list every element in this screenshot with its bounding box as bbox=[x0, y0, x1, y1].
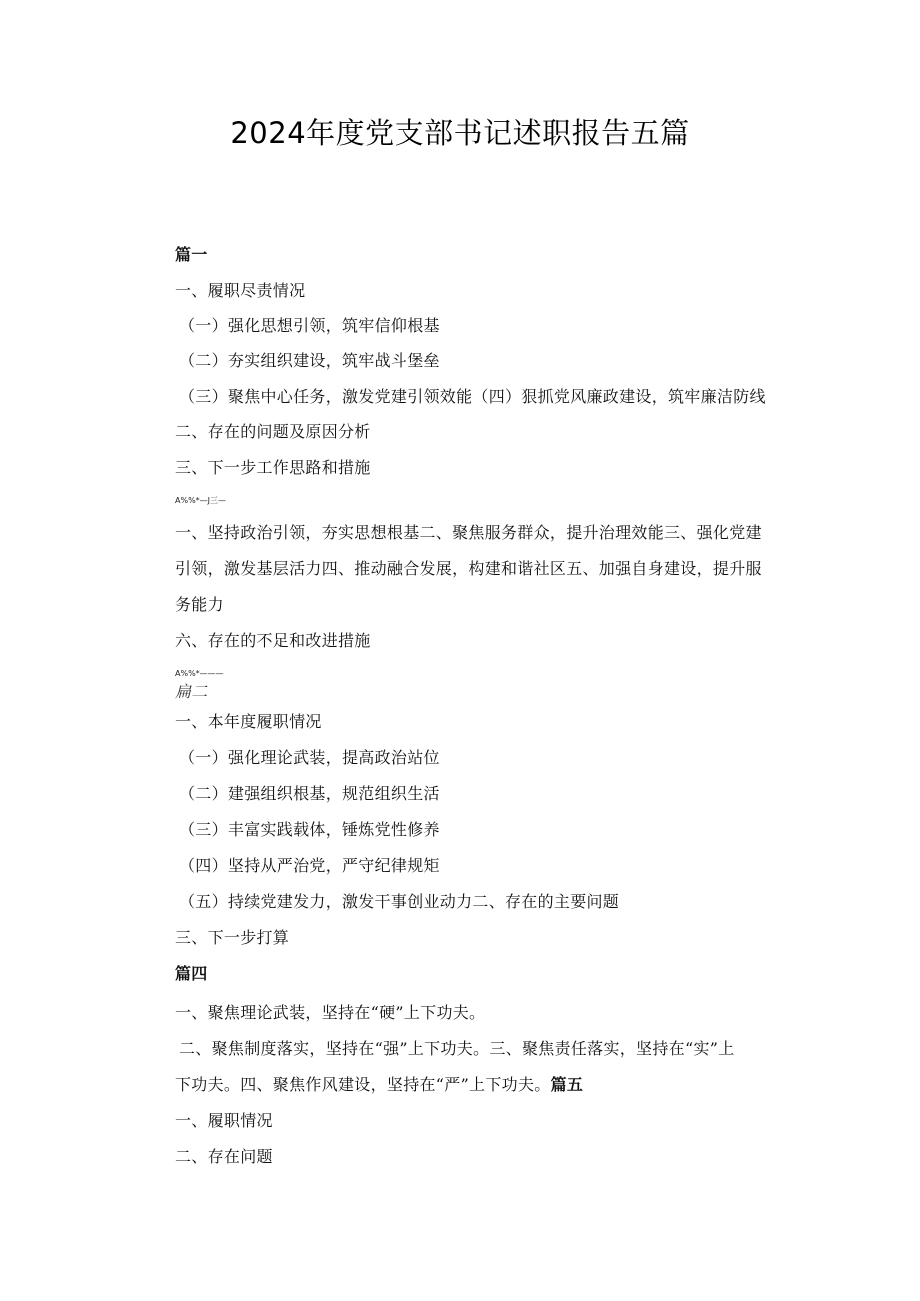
subheading-1: （一）强化理论武装，提高政治站位 bbox=[179, 748, 440, 767]
garbled-heading-part-3: A%%*——— bbox=[175, 669, 224, 678]
section-heading-part-5: 篇五 bbox=[550, 1075, 584, 1094]
subheading-5: （五）持续党建发力，激发干事创业动力二、存在的主要问题 bbox=[179, 892, 620, 911]
paragraph-line: 二、聚焦制度落实，坚持在“强”上下功夫。三、聚焦责任落实，坚持在“实”上 bbox=[179, 1039, 735, 1058]
section-heading-part-1: 篇一 bbox=[175, 245, 208, 264]
subheading-2: （二）建强组织根基，规范组织生活 bbox=[179, 784, 440, 803]
subheading-1: （一）强化思想引领，筑牢信仰根基 bbox=[179, 316, 440, 335]
document-title: 2024年度党支部书记述职报告五篇 bbox=[230, 116, 690, 150]
heading-problems: 二、存在问题 bbox=[175, 1147, 273, 1166]
section-heading-part-2-variant: 扁二 bbox=[175, 682, 208, 701]
paragraph-text: 下功夫。四、聚焦作风建设，坚持在“严”上下功夫。 bbox=[175, 1075, 551, 1094]
garbled-heading-part-2: A%%*—J三— bbox=[175, 496, 227, 505]
subheading-3-4: （三）聚焦中心任务，激发党建引领效能（四）狠抓党风廉政建设，筑牢廉洁防线 bbox=[179, 387, 766, 406]
paragraph-line: 引领，激发基层活力四、推动融合发展，构建和谐社区五、加强自身建设，提升服 bbox=[175, 559, 762, 578]
paragraph-line: 一、坚持政治引领，夯实思想根基二、聚焦服务群众，提升治理效能三、强化党建 bbox=[175, 523, 762, 542]
subheading-3: （三）丰富实践载体，锤炼党性修养 bbox=[179, 820, 440, 839]
heading-performance: 一、履职情况 bbox=[175, 1111, 273, 1130]
heading-duty-performance: 一、履职尽责情况 bbox=[175, 281, 306, 300]
paragraph-line: 务能力 bbox=[175, 595, 224, 614]
heading-next-plan: 三、下一步打算 bbox=[175, 928, 290, 947]
heading-problems-analysis: 二、存在的问题及原因分析 bbox=[175, 422, 371, 441]
heading-next-steps: 三、下一步工作思路和措施 bbox=[175, 458, 371, 477]
subheading-2: （二）夯实组织建设，筑牢战斗堡垒 bbox=[179, 351, 440, 370]
section-heading-part-4: 篇四 bbox=[175, 964, 208, 983]
subheading-4: （四）坚持从严治党，严守纪律规矩 bbox=[179, 856, 440, 875]
heading-annual-performance: 一、本年度履职情况 bbox=[175, 712, 322, 731]
paragraph-line: 一、聚焦理论武装，坚持在“硬”上下功夫。 bbox=[175, 1003, 486, 1022]
heading-shortcomings: 六、存在的不足和改进措施 bbox=[175, 631, 371, 650]
paragraph-line-with-heading bbox=[175, 1075, 795, 1095]
